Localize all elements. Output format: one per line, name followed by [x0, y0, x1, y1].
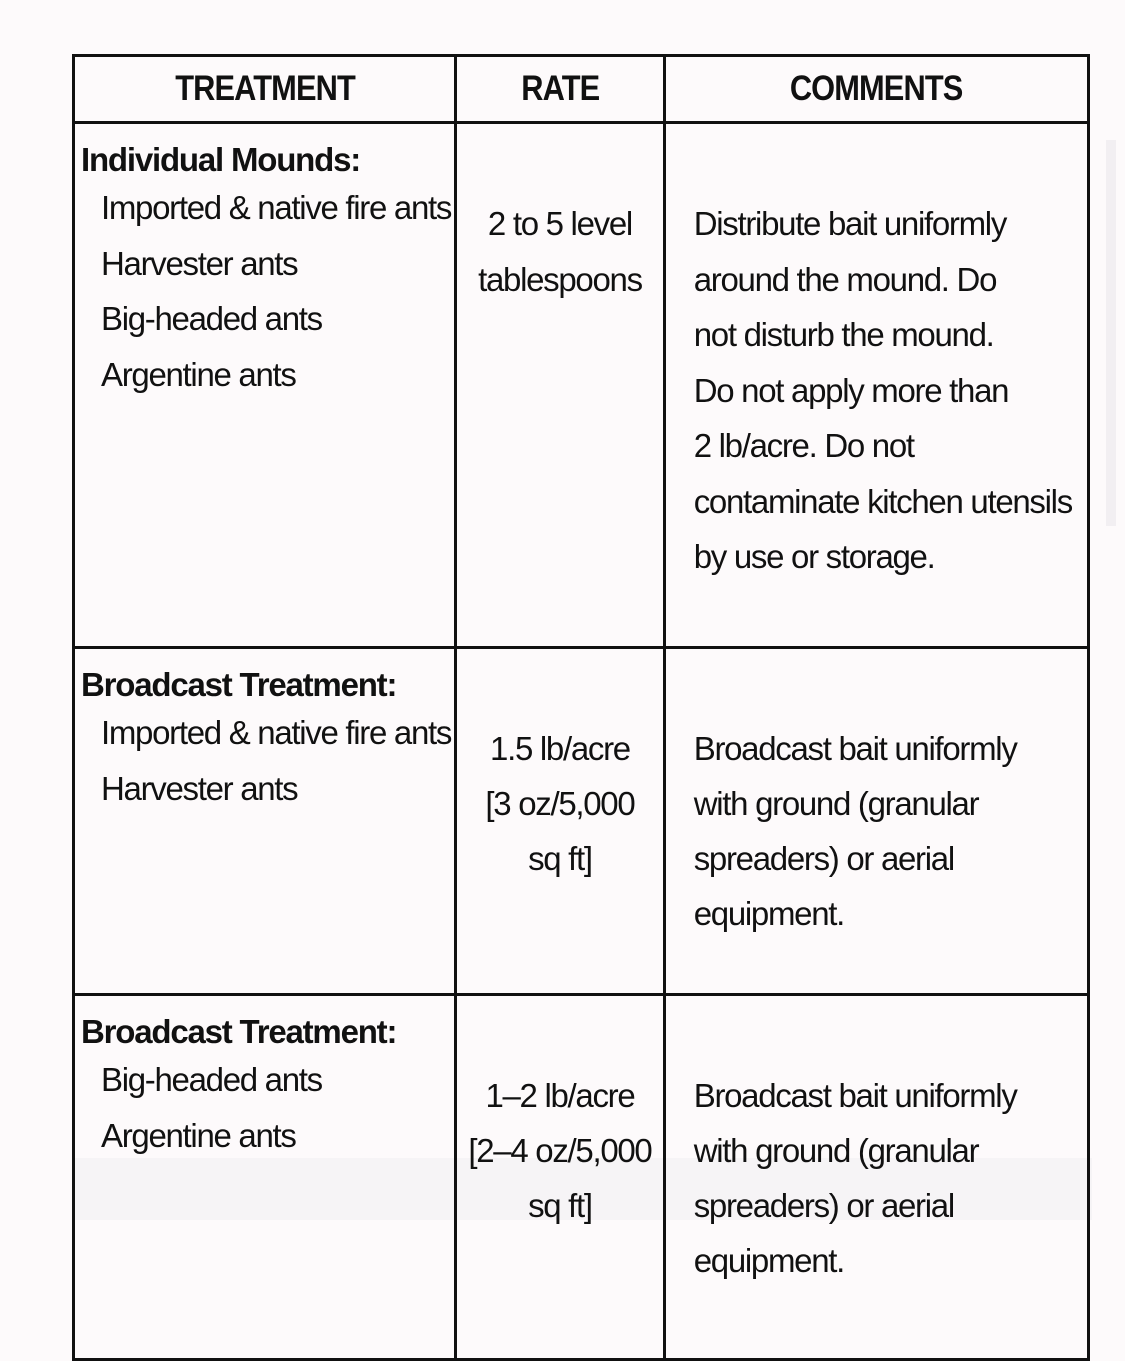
header-treatment: TREATMENT [96, 56, 432, 123]
comment-line: Broadcast bait uniformly [693, 1077, 1017, 1114]
comments-cell [664, 648, 1088, 995]
table-row [74, 648, 1089, 995]
comment-line: Distribute bait uniformly [693, 205, 1007, 242]
comment-line: equipment. [693, 895, 845, 932]
comment-line: with ground (granular [693, 785, 979, 822]
comment-line: with ground (granular [693, 1132, 979, 1169]
rate-line: 1.5 lb/acre [490, 730, 630, 767]
comment-line: not disturb the mound. [693, 316, 994, 353]
species-item: Big-headed ants [101, 1061, 322, 1098]
rate-line: sq ft] [528, 840, 592, 877]
species-list [81, 1052, 454, 1163]
table-header-row [74, 56, 1089, 123]
comment-line: 2 lb/acre. Do not [693, 427, 914, 464]
treatment-cell [74, 123, 456, 648]
table-row [74, 995, 1089, 1360]
section-title: Broadcast Treatment: [81, 666, 397, 703]
rate-line: sq ft] [528, 1187, 592, 1224]
comment-line: contaminate kitchen utensils [693, 482, 1072, 520]
species-item: Imported & native fire ants [101, 189, 452, 226]
table-row [74, 123, 1089, 648]
rate-line: [2–4 oz/5,000 [468, 1132, 652, 1169]
treatment-rate-table [72, 54, 1090, 1361]
comment-line: equipment. [693, 1242, 845, 1279]
species-item: Big-headed ants [101, 300, 322, 337]
rate-cell [456, 123, 665, 648]
rate-cell [456, 648, 665, 995]
species-list [81, 180, 454, 402]
rate-line: 1–2 lb/acre [485, 1077, 635, 1114]
species-list [81, 705, 454, 816]
rate-cell [456, 995, 665, 1360]
rate-line: [3 oz/5,000 [485, 785, 635, 822]
species-item: Argentine ants [101, 355, 296, 393]
rate-line: 2 to 5 level [487, 205, 632, 242]
comment-line: Do not apply more than [693, 371, 1009, 409]
comment-line: by use or storage. [693, 538, 935, 575]
treatment-cell [74, 648, 456, 995]
species-item: Argentine ants [101, 1116, 296, 1154]
section-title: Broadcast Treatment: [81, 1013, 397, 1050]
comment-line: spreaders) or aerial [693, 840, 954, 877]
header-comments: COMMENTS [690, 56, 1063, 123]
page-margin-shade [1106, 140, 1116, 526]
section-title: Individual Mounds: [81, 141, 361, 178]
comments-cell [664, 995, 1088, 1360]
comments-cell [664, 123, 1088, 648]
species-item: Harvester ants [101, 769, 298, 807]
treatment-cell [74, 995, 456, 1360]
rate-line: tablespoons [478, 261, 642, 298]
species-item: Harvester ants [101, 244, 298, 282]
header-rate: RATE [468, 56, 652, 123]
comment-line: spreaders) or aerial [693, 1187, 954, 1224]
comment-line: around the mound. Do [693, 260, 997, 298]
comment-line: Broadcast bait uniformly [693, 730, 1017, 767]
species-item: Imported & native fire ants [101, 714, 452, 751]
